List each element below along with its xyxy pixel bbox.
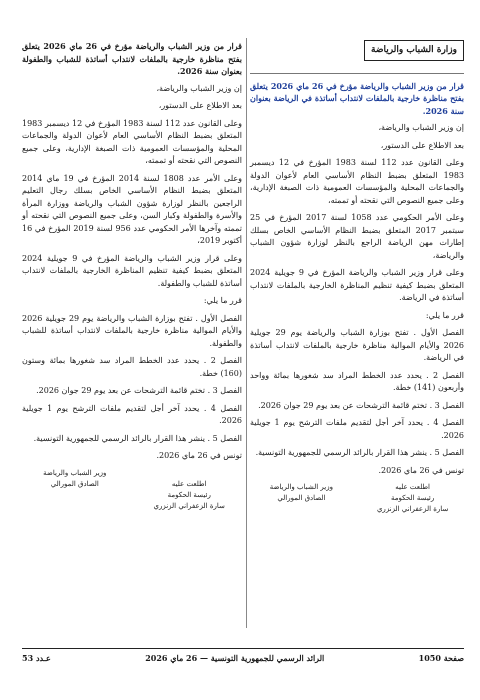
right-signatures	[250, 482, 464, 515]
ministry-header-box: وزارة الشباب والرياضة	[364, 40, 464, 61]
left-para: بعد الاطلاع على الدستور،	[158, 101, 242, 110]
right-decree-title: قرار من وزير الشباب والرياضة مؤرخ في 26 ماي 2026 يتعلق بفتح مناظرة خارجية بالملفات لانتداب أساتذة في الرياضة بعنوان سنة 2026.	[250, 80, 464, 116]
left-para: إن وزير الشباب والرياضة،	[156, 83, 242, 93]
left-signatures	[22, 468, 242, 512]
right-article: الفصل 3 . تختم قائمة الترشحات عن بعد يوم 29 جوان 2026.	[258, 400, 464, 410]
left-sig-pm-name: سارة الزعفراني الزنزري	[153, 501, 225, 510]
right-article: الفصل 4 . يحدد آخر أجل لتقديم ملفات الترشح يوم 1 جويلية 2026.	[250, 418, 465, 440]
left-sig-minister-name: الصادق المورالي	[50, 479, 99, 488]
left-column	[22, 40, 242, 512]
left-sig-minister-title: وزير الشباب والرياضة	[43, 468, 107, 477]
left-sig-pm-title: رئيسة الحكومة	[167, 490, 211, 499]
header-rule	[250, 73, 464, 74]
left-article: الفصل 4 . يحدد آخر أجل لتقديم ملفات الترشح يوم 1 جويلية 2026.	[22, 403, 243, 425]
right-para: وعلى القانون عدد 112 لسنة 1983 المؤرخ في 12 ديسمبر 1983 المتعلق بضبط النظام الأساسي العام لأعوان الدولة والجماعات المحلية والمؤسسات العمومية ذات الصبغة الإدارية، وعلى جميع النصوص التي نقحته أو تممته،	[250, 158, 464, 205]
right-column	[250, 40, 464, 515]
left-article: الفصل الأول . تفتح بوزارة الشباب والرياضة يوم 29 جويلية 2026 والأيام الموالية مناظرة خارجية بالملفات لانتداب أساتذة للشباب والطفولة.	[22, 313, 243, 348]
left-sig-signed: اطلعت عليه	[171, 479, 207, 488]
left-decree-title: قرار من وزير الشباب والرياضة مؤرخ في 26 ماي 2026 يتعلق بفتح مناظرة خارجية بالملفات لانتداب أساتذة للشباب والطفولة بعنوان سنة 2026.	[22, 41, 242, 76]
footer-issue-number: عـدد 53	[22, 653, 51, 663]
right-article: الفصل الأول . تفتح بوزارة الشباب والرياضة يوم 29 جويلية 2026 والأيام الموالية مناظرة خارجية بالملفات لانتداب أساتذة في الرياضة.	[250, 328, 465, 362]
left-para: وعلى القانون عدد 112 لسنة 1983 المؤرخ في 12 ديسمبر 1983 المتعلق بضبط النظام الأساسي العام لأعوان الدولة والجماعات المحلية والمؤسسات العمومية ذات الصبغة الإدارية، وعلى جميع النصوص التي نقحته أو تممته،	[22, 118, 242, 165]
right-article: الفصل 2 . يحدد عدد الخطط المراد سد شغورها بمائة وواحد وأربعون (141) خطة.	[250, 370, 464, 392]
left-article: الفصل 2 . يحدد عدد الخطط المراد سد شغورها بمائة وستون (160) خطة.	[22, 356, 242, 378]
right-article: الفصل 5 . ينشر هذا القرار بالرائد الرسمي للجمهورية التونسية.	[255, 448, 464, 457]
right-para: وعلى الأمر الحكومي عدد 1058 لسنة 2017 المؤرخ في 25 سبتمبر 2017 المتعلق بضبط النظام الأساسي الخاص بسلك إطارات مهن الرياضة الراجع بالنظر لوزارة شؤون الشباب والرياضة،	[250, 213, 464, 260]
left-para: وعلى الأمر عدد 1808 لسنة 2014 المؤرخ في 19 ماي 2014 المتعلق بضبط النظام الأساسي الخاص بسلك رجال التعليم الراجعين بالنظر لوزارة شؤون الشباب والرياضة ووزارة المرأة والأسرة والطفولة وكبار السن، وعلى جميع النصوص التي نقحته أو تممته وآخرها الأمر الحكومي عدد 956 لسنة 2019 المؤرخ في 16 أكتوبر 2019،	[22, 173, 242, 245]
right-sig-minister-name: الصادق المورالي	[277, 494, 326, 502]
column-separator	[246, 38, 247, 628]
right-sig-signed: اطلعت عليه	[395, 483, 430, 491]
left-article: الفصل 3 . تختم قائمة الترشحات عن بعد يوم 29 جوان 2026.	[36, 386, 242, 395]
left-article: الفصل 5 . ينشر هذا القرار بالرائد الرسمي للجمهورية التونسية.	[33, 433, 242, 443]
right-para: بعد الاطلاع على الدستور،	[380, 140, 464, 150]
footer-journal-title: الرائد الرسمي للجمهورية التونسية — 26 ماي 2026	[145, 653, 325, 663]
left-para: قرر ما يلي:	[203, 296, 242, 305]
left-date: تونس في 26 ماي 2026.	[156, 451, 242, 460]
right-para: قرر ما يلي:	[425, 310, 464, 320]
right-sig-pm-title: رئيسة الحكومة	[391, 494, 435, 502]
right-para: إن وزير الشباب والرياضة،	[378, 123, 464, 132]
right-sig-pm-name: سارة الزعفراني الزنزري	[376, 505, 449, 513]
footer-page-number: صفحة 1050	[418, 653, 464, 663]
right-para: وعلى قرار وزير الشباب والرياضة المؤرخ في 9 جويلية 2024 المتعلق بضبط كيفية تنظيم المناظرة الخارجية بالملفات لانتداب أساتذة في الرياضة.	[250, 268, 464, 302]
left-para: وعلى قرار وزير الشباب والرياضة المؤرخ في 9 جويلية 2024 المتعلق بضبط كيفية تنظيم المناظرة الخارجية بالملفات لانتداب أساتذة للشباب والطفولة.	[22, 253, 242, 288]
right-sig-minister-title: وزير الشباب والرياضة	[269, 483, 333, 491]
page-footer	[22, 648, 464, 663]
right-date: تونس في 26 ماي 2026.	[378, 465, 464, 475]
